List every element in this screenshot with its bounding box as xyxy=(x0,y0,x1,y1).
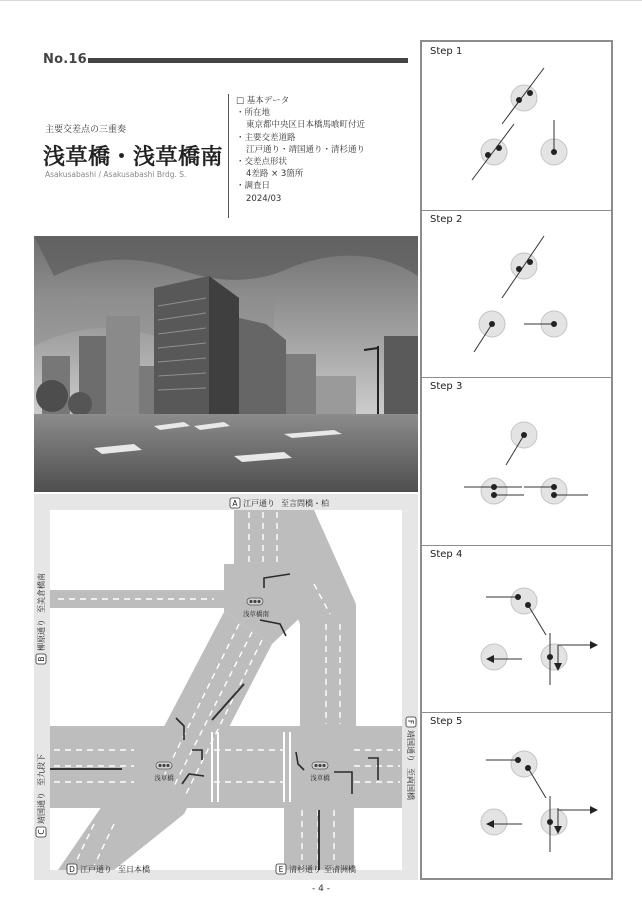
roads-label: ・主要交差道路 xyxy=(236,132,296,143)
page-title: 浅草橋・浅草橋南 xyxy=(43,145,224,170)
step-5-label: Step 5 xyxy=(430,716,463,728)
svg-text:江戸通り: 江戸通り xyxy=(243,499,275,508)
label-d xyxy=(67,864,150,874)
svg-text:靖国通り: 靖国通り xyxy=(37,792,46,824)
step-3-diagram xyxy=(422,377,611,545)
step-3 xyxy=(422,377,611,546)
step-5 xyxy=(422,712,611,880)
svg-text:清杉通り: 清杉通り xyxy=(289,865,321,874)
label-f xyxy=(406,717,416,800)
shape-value: 4差路 × 3箇所 xyxy=(246,169,304,180)
svg-text:至両国橋: 至両国橋 xyxy=(406,768,415,800)
info-divider xyxy=(228,94,229,218)
svg-text:至日本橋: 至日本橋 xyxy=(118,865,150,874)
step-2-label: Step 2 xyxy=(430,213,463,225)
step-4-diagram xyxy=(422,545,611,713)
intersection-photo xyxy=(34,236,418,492)
step-5-diagram xyxy=(422,712,611,880)
svg-text:柳原通り: 柳原通り xyxy=(37,619,46,651)
photo-tower-side xyxy=(209,276,239,414)
svg-text:靖国通り: 靖国通り xyxy=(406,730,415,762)
location-label: ・所在地 xyxy=(236,108,271,119)
photo-building xyxy=(286,354,316,416)
signal-node-3 xyxy=(312,762,328,769)
svg-text:至美倉橋南: 至美倉橋南 xyxy=(37,573,46,613)
intersection-map xyxy=(34,494,418,880)
step-2-diagram xyxy=(422,210,611,378)
step-1 xyxy=(422,42,611,211)
photo-building xyxy=(106,316,140,416)
basic-data-block xyxy=(236,95,365,205)
header-bar xyxy=(88,58,408,63)
date-label: ・調査日 xyxy=(236,181,271,192)
step-3-label: Step 3 xyxy=(430,381,463,393)
svg-text:D: D xyxy=(69,865,75,874)
svg-text:至清洲橋: 至清洲橋 xyxy=(324,865,356,874)
svg-text:C: C xyxy=(37,829,46,835)
svg-text:至九段下: 至九段下 xyxy=(37,754,46,786)
label-c xyxy=(36,754,46,837)
svg-text:至言問橋・柏: 至言問橋・柏 xyxy=(281,499,329,508)
photo-building xyxy=(384,336,418,420)
svg-text:B: B xyxy=(37,656,46,662)
signal-node-2 xyxy=(156,762,172,769)
step-4 xyxy=(422,545,611,714)
step-1-label: Step 1 xyxy=(430,46,463,57)
page-title-english: Asakusabashi / Asakusabashi Brdg. S. xyxy=(45,170,187,179)
step-4-label: Step 4 xyxy=(430,548,463,560)
signal-node-1 xyxy=(247,598,263,605)
photo-building xyxy=(316,376,356,418)
location-value: 東京都中央区日本橋馬喰町付近 xyxy=(246,120,366,131)
photo-tree xyxy=(36,380,68,412)
steps-panel xyxy=(420,40,613,880)
roads-value: 江戸通り・靖国通り・清杉通り xyxy=(246,144,366,155)
svg-text:江戸通り: 江戸通り xyxy=(80,865,112,874)
basic-data-heading: □ 基本データ xyxy=(236,96,290,106)
page-number: - 4 - xyxy=(312,884,330,894)
step-1-diagram xyxy=(422,42,611,210)
page-subtitle: 主要交差点の三重奏 xyxy=(45,125,127,135)
step-2 xyxy=(422,210,611,379)
shape-label: ・交差点形状 xyxy=(236,157,288,168)
node-label-asakusabashi-minami: 浅草橋南 xyxy=(243,610,269,618)
node-label-asakusabashi-east: 浅草橋 xyxy=(310,774,330,782)
date-value: 2024/03 xyxy=(246,193,282,204)
page-number-label: No.16 xyxy=(43,52,87,67)
photo-tree xyxy=(68,392,92,416)
svg-text:A: A xyxy=(232,499,238,508)
svg-text:E: E xyxy=(278,865,284,874)
node-label-asakusabashi-west: 浅草橋 xyxy=(154,774,174,782)
svg-text:F: F xyxy=(406,719,415,725)
top-rule xyxy=(0,0,642,1)
